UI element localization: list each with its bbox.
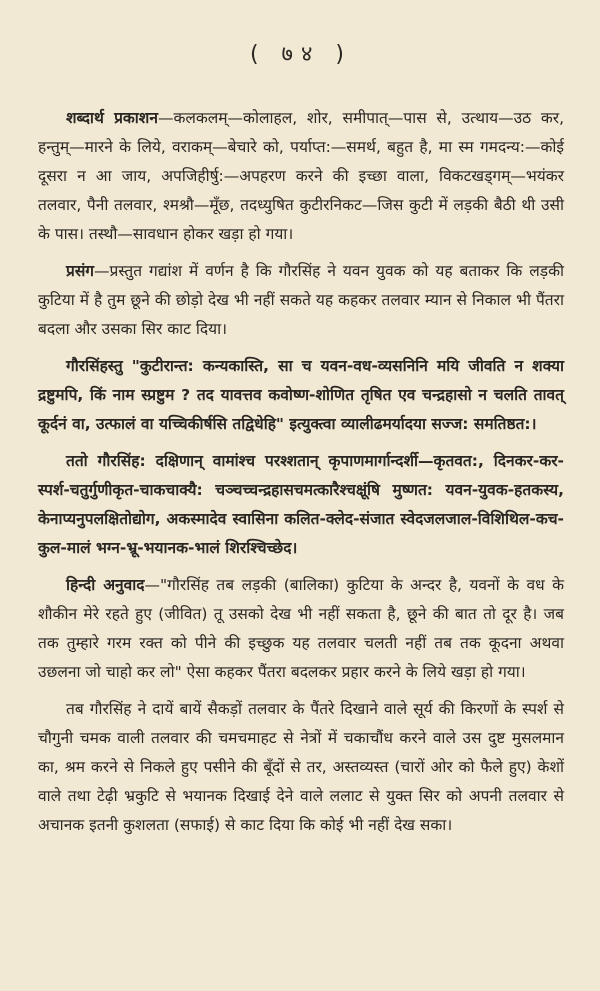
paragraph-text: तब गौरसिंह ने दायें बायें सैकड़ों तलवार के पैंतरे दिखाने वाले सूर्य की किरणों के स्पर्श से चौगुनी चमक वाली तलवार की चमचमाहट से नेत्रों में चकाचौंध करने वाले उस दुष्ट मुसलमान का, श्रम करने से निकले हुए पसीने की बूँदों से तर, अस्तव्यस्त (चारों ओर को फैले हुए) केशों वाले तथा टेढ़ी भ्रकुटि से भयानक दिखाई देने वाले ललाट से युक्त सिर को अपनी तलवार से अचानक इतनी कुशलता (सफाई) से काट दिया कि कोई भी नहीं देख सका। [38,700,564,834]
paragraph-word-meanings [38,104,564,249]
paragraph-lead: शब्दार्थ प्रकाशन [66,109,158,127]
paragraph-lead: गौरसिंहस्तु [66,357,123,375]
paragraph-sanskrit-1 [38,352,564,439]
paragraph-lead: हिन्दी अनुवाद [66,576,145,594]
paragraph-context [38,257,564,344]
paragraph-text: —प्रस्तुत गद्यांश में वर्णन है कि गौरसिंह ने यवन युवक को यह बताकर कि लड़की कुटिया में है तुम छूने की छोड़ो देख भी नहीं सकते यह कहकर तलवार म्यान से निकाल भी पैंतरा बदला और उसका सिर काट दिया। [38,262,564,338]
paragraph-hindi-continuation [38,695,564,840]
paragraph-sanskrit-2 [38,447,564,563]
paragraph-lead: प्रसंग [66,262,95,280]
page-number: ( ७४ ) [249,42,353,67]
paragraph-hindi-translation [38,571,564,687]
paragraph-text: "कुटीरान्त: कन्यकास्ति, सा च यवन-वध-व्यसनिनि मयि जीवति न शक्या द्रष्टुमपि, किं नाम स्प्रष्टुम ? तद यावत्तव कवोष्ण-शोणित तृषित एव चन्द्रहासो न चलति तावत् कूर्दनं वा, उत्फालं वा यच्चिकीर्षसि तद्विधेहि" इत्युक्त्वा व्यालीढमर्यादया सज्ज: समतिष्ठत:। [38,357,564,433]
paragraph-lead: ततो गौरसिंह: [66,452,146,470]
paragraph-text: दक्षिणान् वामांश्च परश्शतान् कृपाणमार्गान्दर्शी—कृतवत:, दिनकर-कर-स्पर्श-चतुर्गुणीकृत-चाकचाक्यै: चञ्चच्चन्द्रहासचमत्कारैश्चक्षूंषि मुष्णत: यवन-युवक-हतकस्य, केनाप्यनुपलक्षितोद्योग, अकस्मादेव स्वासिना कलित-क्लेद-संजात स्वेदजलजाल-विशिथिल-कच-कुल-मालं भग्न-भ्रू-भयानक-भालं शिरश्चिच्छेद। [38,452,564,557]
paragraph-text: —"गौरसिंह तब लड़की (बालिका) कुटिया के अन्दर है, यवनों के वध के शौकीन मेरे रहते हुए (जीवित) तू उसको देख भी नहीं सकता है, छूने की बात तो दूर है। जब तक तुम्हारे गरम रक्त को पीने की इच्छुक यह तलवार चलती नहीं तब तक कूदना अथवा उछलना जो चाहो कर लो" ऐसा कहकर पैंतरा बदलकर प्रहार करने के लिये खड़ा हो गया। [38,576,565,681]
paragraph-text: —कलकलम्—कोलाहल, शोर, समीपात्—पास से, उत्थाय—उठ कर, हन्तुम्—मारने के लिये, वराकम्—बेचारे को, पर्याप्त:—समर्थ, बहुत है, मा स्म गमदन्य:—कोई दूसरा न आ जाय, अपजिहीर्षु:—अपहरण करने की इच्छा वाला, विकटखड्गम्—भयंकर तलवार, पैनी तलवार, श्मश्रौ—मूँछ, तदध्युषित कुटीरनिकट—जिस कुटी में लड़की बैठी थी उसी के पास। तस्थौ—सावधान होकर खड़ा हो गया। [38,109,564,243]
